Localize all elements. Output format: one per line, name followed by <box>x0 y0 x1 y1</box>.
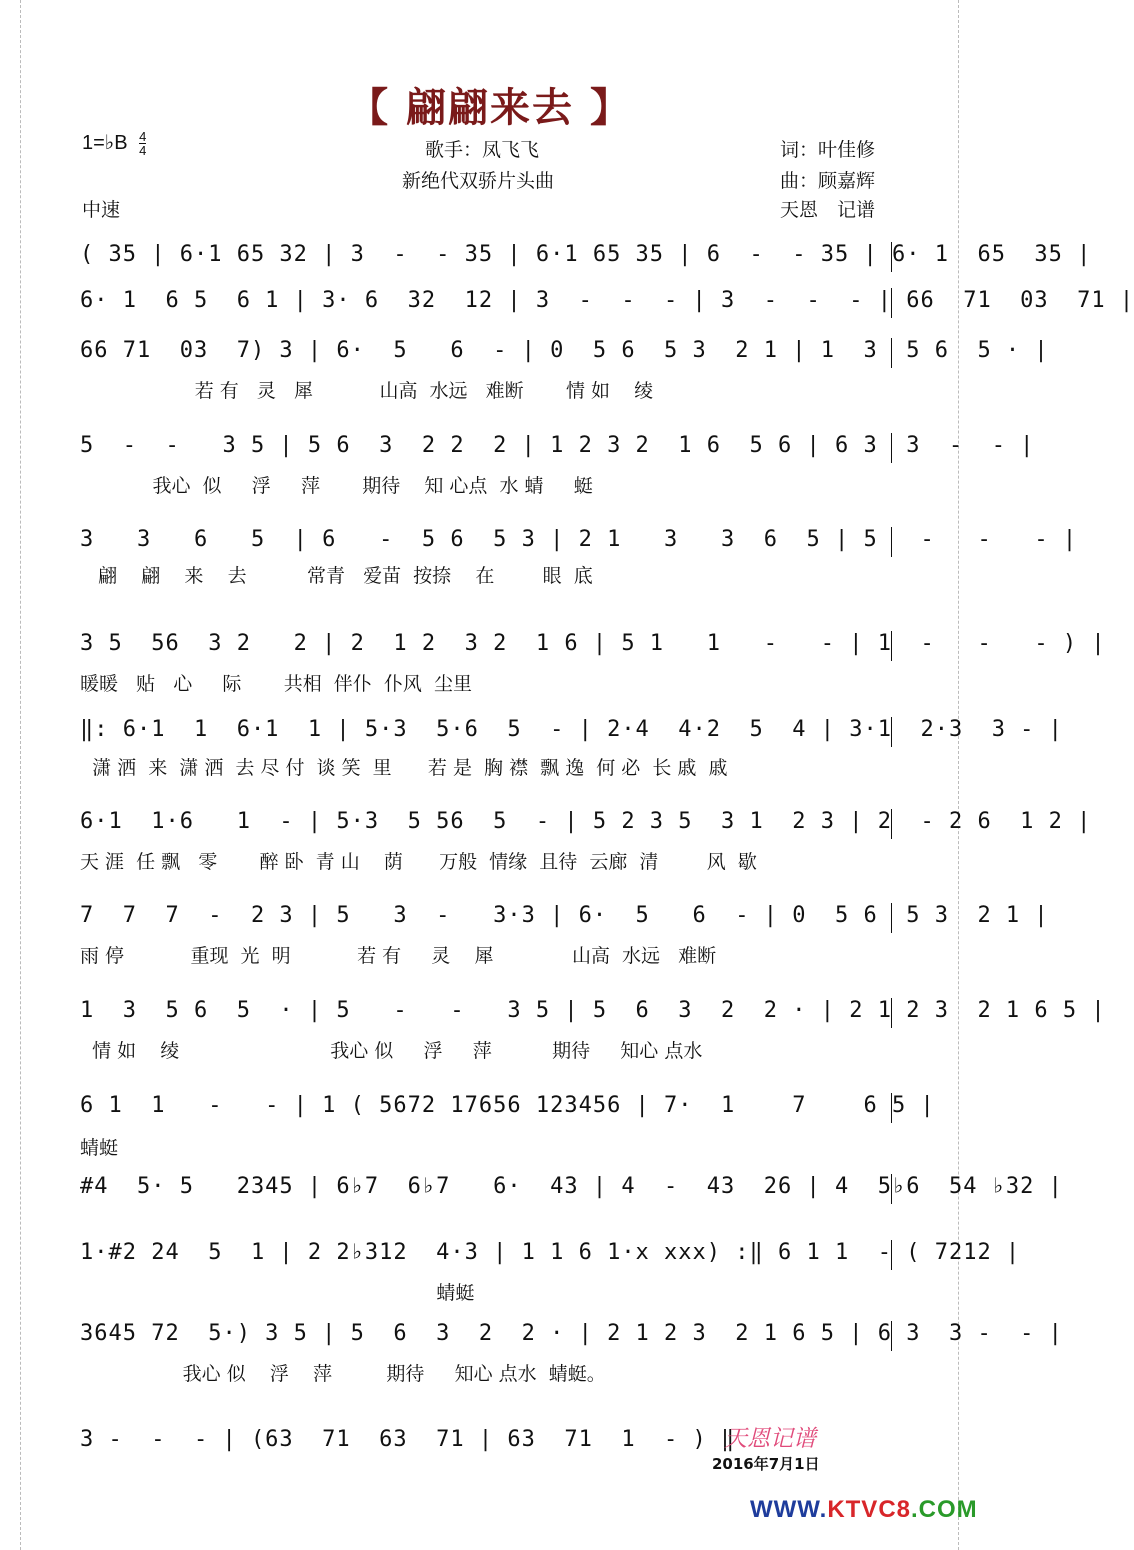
notation: ( 35 | 6·1 65 32 | 3 - - 35 | 6·1 65 35 | 6 - - 35 | 6· 1 65 35 | <box>80 242 1092 267</box>
transcriber-stamp: 天恩记谱 <box>724 1426 816 1452</box>
song-title-text: 翩翩来去 <box>406 85 574 131</box>
notation: 1 3 5 6 5 · | 5 - - 3 5 | 5 6 3 2 2 · | 2 1 2 3 2 1 6 5 | <box>80 998 1106 1023</box>
lyric-line: 翩 翩 来 去 常青 爱苗 按捺 在 眼 底 <box>80 565 593 587</box>
notation: 1·#2 24 5 1 | 2 2♭312 4·3 | 1 1 6 1·x xxx) :‖ 6 1 1 - ( 7212 | <box>80 1240 1021 1265</box>
lyricist-credit: 词：叶佳修 <box>780 139 876 161</box>
notation: 6·1 1·6 1 - | 5·3 5 56 5 - | 5 2 3 5 3 1 2 3 | 2 - 2 6 1 2 | <box>80 809 1092 834</box>
key-signature: 1=♭B $\frac{4}{4}$ <box>82 129 147 159</box>
lyric-line: 我心 似 浮 萍 期待 知 心点 水 蜻 蜓 <box>80 475 593 497</box>
time-signature: $\frac{4}{4}$ <box>139 129 147 159</box>
website-link[interactable]: WWW.KTVC8.COM <box>750 1496 978 1523</box>
lyric-line: 雨 停 重现 光 明 若 有 灵 犀 山高 水远 难断 <box>80 945 717 967</box>
right-margin-line <box>958 0 959 1550</box>
tempo-marking: 中速 <box>82 199 121 221</box>
notation: 3645 72 5·) 3 5 | 5 6 3 2 2 · | 2 1 2 3 2 1 6 5 | 6 3 3 - - | <box>80 1321 1063 1346</box>
notation: 3 3 6 5 | 6 - 5 6 5 3 | 2 1 3 3 6 5 | 5 - - - | <box>80 527 1078 552</box>
transcriber-credit: 天恩 记谱 <box>780 199 876 221</box>
lyric-line: 情 如 绫 我心 似 浮 萍 期待 知心 点水 <box>80 1040 703 1062</box>
lyric-line: 蜻蜓 <box>80 1137 119 1159</box>
notation: 5 - - 3 5 | 5 6 3 2 2 2 | 1 2 3 2 1 6 5 6 | 6 3 3 - - | <box>80 433 1035 458</box>
left-margin-line <box>20 0 21 1550</box>
lyric-line: 我心 似 浮 萍 期待 知心 点水 蜻蜓。 <box>80 1363 606 1385</box>
lyric-line: 天 涯 任 飘 零 醉 卧 青 山 荫 万般 情缘 且待 云廊 清 风 歇 <box>80 851 757 873</box>
composer-credit: 曲：顾嘉辉 <box>780 170 876 192</box>
notation: 6· 1 6 5 6 1 | 3· 6 32 12 | 3 - - - | 3 - - - | 66 71 03 71 | <box>80 288 1134 313</box>
date: 2016年7月1日 <box>712 1455 820 1473</box>
notation: 3 - - - | (63 71 63 71 | 63 71 1 - ) ‖ <box>80 1427 736 1452</box>
subtitle: 新绝代双骄片头曲 <box>402 170 555 192</box>
notation: 66 71 03 7) 3 | 6· 5 6 - | 0 5 6 5 3 2 1 | 1 3 5 6 5 · | <box>80 338 1049 363</box>
notation: ‖: 6·1 1 6·1 1 | 5·3 5·6 5 - | 2·4 4·2 5 4 | 3·1 2·3 3 - | <box>80 717 1063 742</box>
notation: 7 7 7 - 2 3 | 5 3 - 3·3 | 6· 5 6 - | 0 5 6 5 3 2 1 | <box>80 903 1049 928</box>
song-title: 【 翩翩来去 】 <box>348 85 632 131</box>
notation: #4 5· 5 2345 | 6♭7 6♭7 6· 43 | 4 - 43 26 | 4 5♭6 54 ♭32 | <box>80 1174 1063 1199</box>
lyric-line: 潇 洒 来 潇 洒 去 尽 付 谈 笑 里 若 是 胸 襟 飘 逸 何 必 长 戚 戚 <box>80 757 728 779</box>
notation: 3 5 56 3 2 2 | 2 1 2 3 2 1 6 | 5 1 1 - - | 1 - - - ) | <box>80 631 1106 656</box>
lyric-line: 若 有 灵 犀 山高 水远 难断 情 如 绫 <box>80 380 654 402</box>
lyric-line: 暖暖 贴 心 际 共相 伴仆 仆风 尘里 <box>80 673 472 695</box>
notation: 6 1 1 - - | 1 ( 5672 17656 123456 | 7· 1 7 6 5 | <box>80 1093 935 1118</box>
singer-credit: 歌手：凤飞飞 <box>425 139 540 161</box>
lyric-line: 蜻蜓 <box>80 1282 475 1304</box>
